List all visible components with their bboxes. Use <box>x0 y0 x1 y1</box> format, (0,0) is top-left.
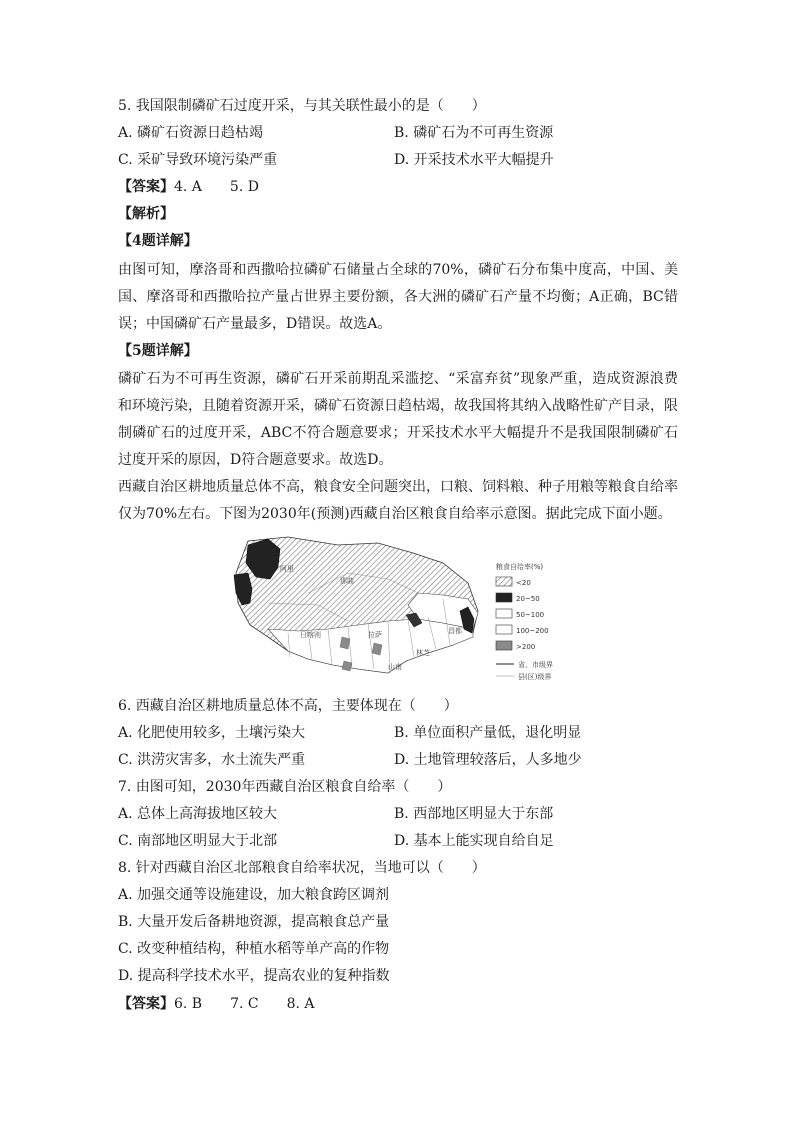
q7-option-d: D. 基本上能实现自给自足 <box>394 833 554 849</box>
legend-swatch <box>496 577 512 586</box>
q6-option-d: D. 土地管理较落后，人多地少 <box>394 752 582 768</box>
legend-swatch <box>496 609 512 618</box>
legend-line-province: 省、市级界 <box>518 661 553 669</box>
map-label-shannan: 山南 <box>388 663 402 671</box>
question-7-stem: 7. 由图可知，2030年西藏自治区粮食自给率（ ） <box>118 779 452 795</box>
map-label-nyingchi: 林芝 <box>416 649 430 657</box>
q5-detail-heading: 【5题详解】 <box>118 343 198 359</box>
q5-detail-text: 磷矿石为不可再生资源，磷矿石开采前期乱采滥挖、“采富弃贫”现象严重，造成资源浪费和环境污染，且随着资源开采，磷矿石资源日趋枯竭，故我国将其纳入战略性矿产目录，限制磷矿石的过度开采，ABC不符合题意要求；开采技术水平大幅提升不是我国限制磷矿石过度开采的原因，D符合题意要求。故选D。 <box>118 371 678 468</box>
legend-label: 50~100 <box>516 611 545 619</box>
answer-text: 6. B 7. C 8. A <box>174 996 315 1012</box>
map-legend <box>496 562 553 681</box>
q8-option-d: D. 提高科学技术水平，提高农业的复种指数 <box>118 968 390 984</box>
legend-swatch <box>496 593 512 602</box>
legend-label: <20 <box>516 579 531 587</box>
q4-detail-heading: 【4题详解】 <box>118 233 198 249</box>
map-region-gray-3 <box>342 661 352 671</box>
answer-line-2 <box>118 994 315 1014</box>
legend-label: 20~50 <box>516 595 540 603</box>
map-region-gray-2 <box>372 643 382 655</box>
q7-option-b: B. 西部地区明显大于东部 <box>394 806 554 822</box>
map-label-qamdo: 昌都 <box>448 627 462 635</box>
q8-option-c: C. 改变种植结构，种植水稻等单产高的作物 <box>118 941 390 957</box>
q5-option-b: B. 磷矿石为不可再生资源 <box>394 125 554 141</box>
map-label-shigatse: 日喀则 <box>300 631 321 639</box>
question-5-stem: 5. 我国限制磷矿石过度开采，与其关联性最小的是（ ） <box>118 98 486 114</box>
legend-items <box>496 577 549 651</box>
answer-label: 【答案】 <box>118 179 174 195</box>
question-6-stem: 6. 西藏自治区耕地质量总体不高，主要体现在（ ） <box>118 698 458 714</box>
question-8-stem: 8. 针对西藏自治区北部粮食自给率状况，当地可以（ ） <box>118 860 486 876</box>
q8-option-b: B. 大量开发后备耕地资源，提高粮食总产量 <box>118 914 390 930</box>
legend-label: >200 <box>516 643 536 651</box>
tibet-food-self-sufficiency-map <box>228 533 568 685</box>
q6-option-c: C. 洪涝灾害多，水土流失严重 <box>118 752 306 768</box>
legend-swatch <box>496 625 512 634</box>
answer-text: 4. A 5. D <box>174 179 259 195</box>
intro-paragraph: 西藏自治区耕地质量总体不高，粮食安全问题突出，口粮、饲料粮、种子用粮等粮食自给率仅为70%左右。下图为2030年(预测)西藏自治区粮食自给率示意图。据此完成下面小题。 <box>118 479 678 522</box>
map-label-lhasa: 拉萨 <box>368 631 382 639</box>
analysis-heading: 【解析】 <box>118 206 174 222</box>
q6-option-a: A. 化肥使用较多，土壤污染大 <box>118 725 306 741</box>
q5-option-a: A. 磷矿石资源日趋枯竭 <box>118 125 264 141</box>
q7-option-a: A. 总体上高海拔地区较大 <box>118 806 278 822</box>
map-region-gray-1 <box>340 637 350 649</box>
legend-line-county: 县(区)级界 <box>518 673 552 681</box>
legend-label: 100~200 <box>516 627 549 635</box>
map-label-ali: 阿里 <box>280 565 294 573</box>
legend-swatch <box>496 641 512 650</box>
q7-option-c: C. 南部地区明显大于北部 <box>118 833 278 849</box>
q5-option-d: D. 开采技术水平大幅提升 <box>394 152 554 168</box>
q5-option-c: C. 采矿导致环境污染严重 <box>118 152 278 168</box>
answer-line-1 <box>118 177 259 197</box>
map-region-dark-west <box>234 573 252 605</box>
q6-option-b: B. 单位面积产量低，退化明显 <box>394 725 582 741</box>
answer-label: 【答案】 <box>118 996 174 1012</box>
q4-detail-text: 由图可知，摩洛哥和西撒哈拉磷矿石储量占全球的70%，磷矿石分布集中度高，中国、美国、摩洛哥和西撒哈拉产量占世界主要份额，各大洲的磷矿石产量不均衡；A正确，BC错误；中国磷矿石产量最多，D错误。故选A。 <box>118 262 678 332</box>
q8-option-a: A. 加强交通等设施建设，加大粮食跨区调剂 <box>118 887 390 903</box>
legend-title: 粮食自给率(%) <box>496 563 544 571</box>
map-label-nagqu: 那曲 <box>340 577 354 585</box>
